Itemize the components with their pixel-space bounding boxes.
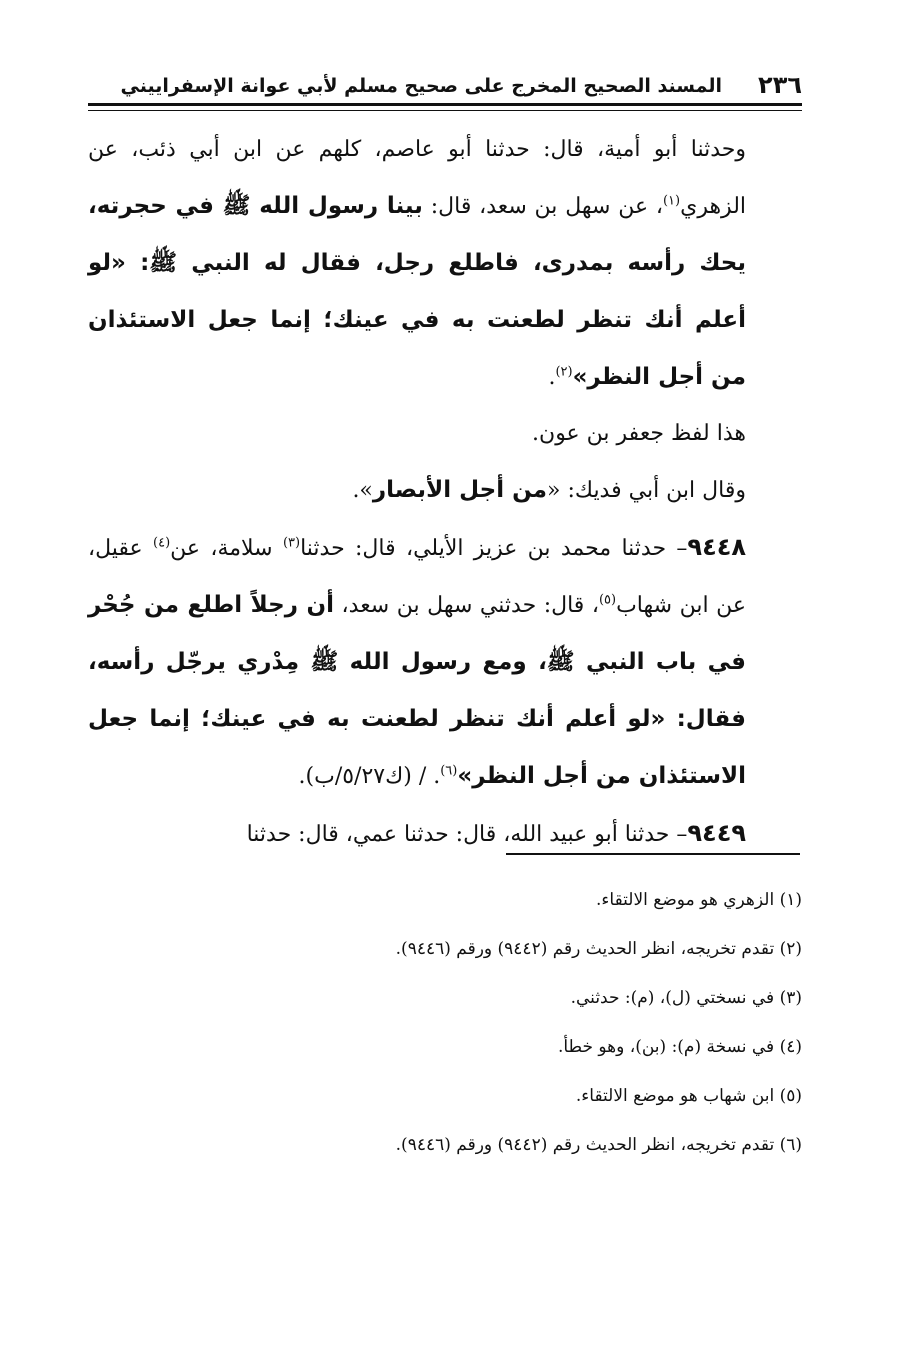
running-title: المسند الصحيح المخرج على صحيح مسلم لأبي عوانة الإسفراييني: [120, 75, 722, 97]
text-run: ، قال: حدثني سهل بن سعد،: [334, 593, 599, 618]
footnote-5: (٥) ابن شهاب هو موضع الالتقاء.: [575, 1086, 802, 1106]
header-rule-thick: [88, 103, 802, 106]
page-number: ٢٣٦: [758, 71, 802, 99]
text-run: .: [548, 365, 556, 390]
footnote-6: (٦) تقدم تخريجه، انظر الحديث رقم (٩٤٤٢) ورقم (٩٤٤٦).: [395, 1135, 802, 1155]
header-rule-thin: [88, 110, 802, 111]
footnote-ref-3: (٣): [282, 535, 301, 551]
text-run: – حدثنا محمد بن عزيز الأيلي، قال: حدثنا: [300, 536, 688, 561]
footnote-ref-2: (٢): [555, 364, 573, 380]
text-run: وقال ابن أبي فديك: «: [547, 478, 746, 503]
footnote-1: (١) الزهري هو موضع الالتقاء.: [596, 890, 802, 910]
hadith-text-bold: من أجل الأبصار: [372, 477, 548, 503]
footnote-ref-6: (٦): [440, 763, 458, 779]
hadith-number: ٩٤٤٨: [687, 533, 747, 561]
text-run: عقيل، عن ابن شهاب: [88, 536, 746, 618]
main-text: [88, 122, 802, 863]
text-run: سلامة، عن: [170, 536, 283, 561]
footnote-3: (٣) في نسختي (ل)، (م): حدثني.: [570, 988, 802, 1008]
text-run: . / (ك٥/٢٧/ب).: [298, 764, 441, 789]
text-run: وحدثنا أبو أمية، قال: حدثنا أبو عاصم، كلهم عن ابن أبي ذئب، عن الزهري: [88, 137, 747, 219]
text-run: ، عن سهل بن سعد، قال:: [422, 194, 663, 219]
text-run: ».: [352, 478, 373, 503]
hadith-9448: [88, 519, 802, 805]
hadith-text-bold: أن رجلاً اطلع من جُحْر في باب النبي ﷺ، ومع رسول الله ﷺ مِدْري يرجّل رأسه، فقال: «لو أعلم أنك تنظر لطعنت به في عينك؛ إنما جعل الاستئذان من أجل النظر»: [88, 592, 746, 789]
footnote-ref-1: (١): [662, 193, 681, 209]
footnote-2: (٢) تقدم تخريجه، انظر الحديث رقم (٩٤٤٢) ورقم (٩٤٤٦).: [395, 939, 802, 959]
footnotes: [88, 876, 802, 1170]
text-run: – حدثنا أبو عبيد الله، قال: حدثنا عمي، قال: حدثنا: [246, 822, 688, 847]
hadith-text-bold: بينا رسول الله ﷺ في حجرته، يحك رأسه بمدرى، فاطلع رجل، فقال له النبي ﷺ: «لو أعلم أنك تنظر لطعنت به في عينك؛ إنما جعل الاستئذان من أجل النظر»: [88, 193, 746, 390]
running-header: [88, 70, 802, 104]
paragraph-3: [88, 462, 802, 519]
footnote-4: (٤) في نسخة (م): (بن)، وهو خطأ.: [557, 1037, 802, 1057]
footnote-ref-4: (٤): [153, 535, 171, 551]
footnote-separator: [506, 853, 800, 855]
footnote-ref-5: (٥): [598, 592, 617, 608]
paragraph-1: [88, 122, 802, 406]
hadith-number: ٩٤٤٩: [687, 819, 746, 847]
paragraph-2: هذا لفظ جعفر بن عون.: [532, 421, 746, 446]
